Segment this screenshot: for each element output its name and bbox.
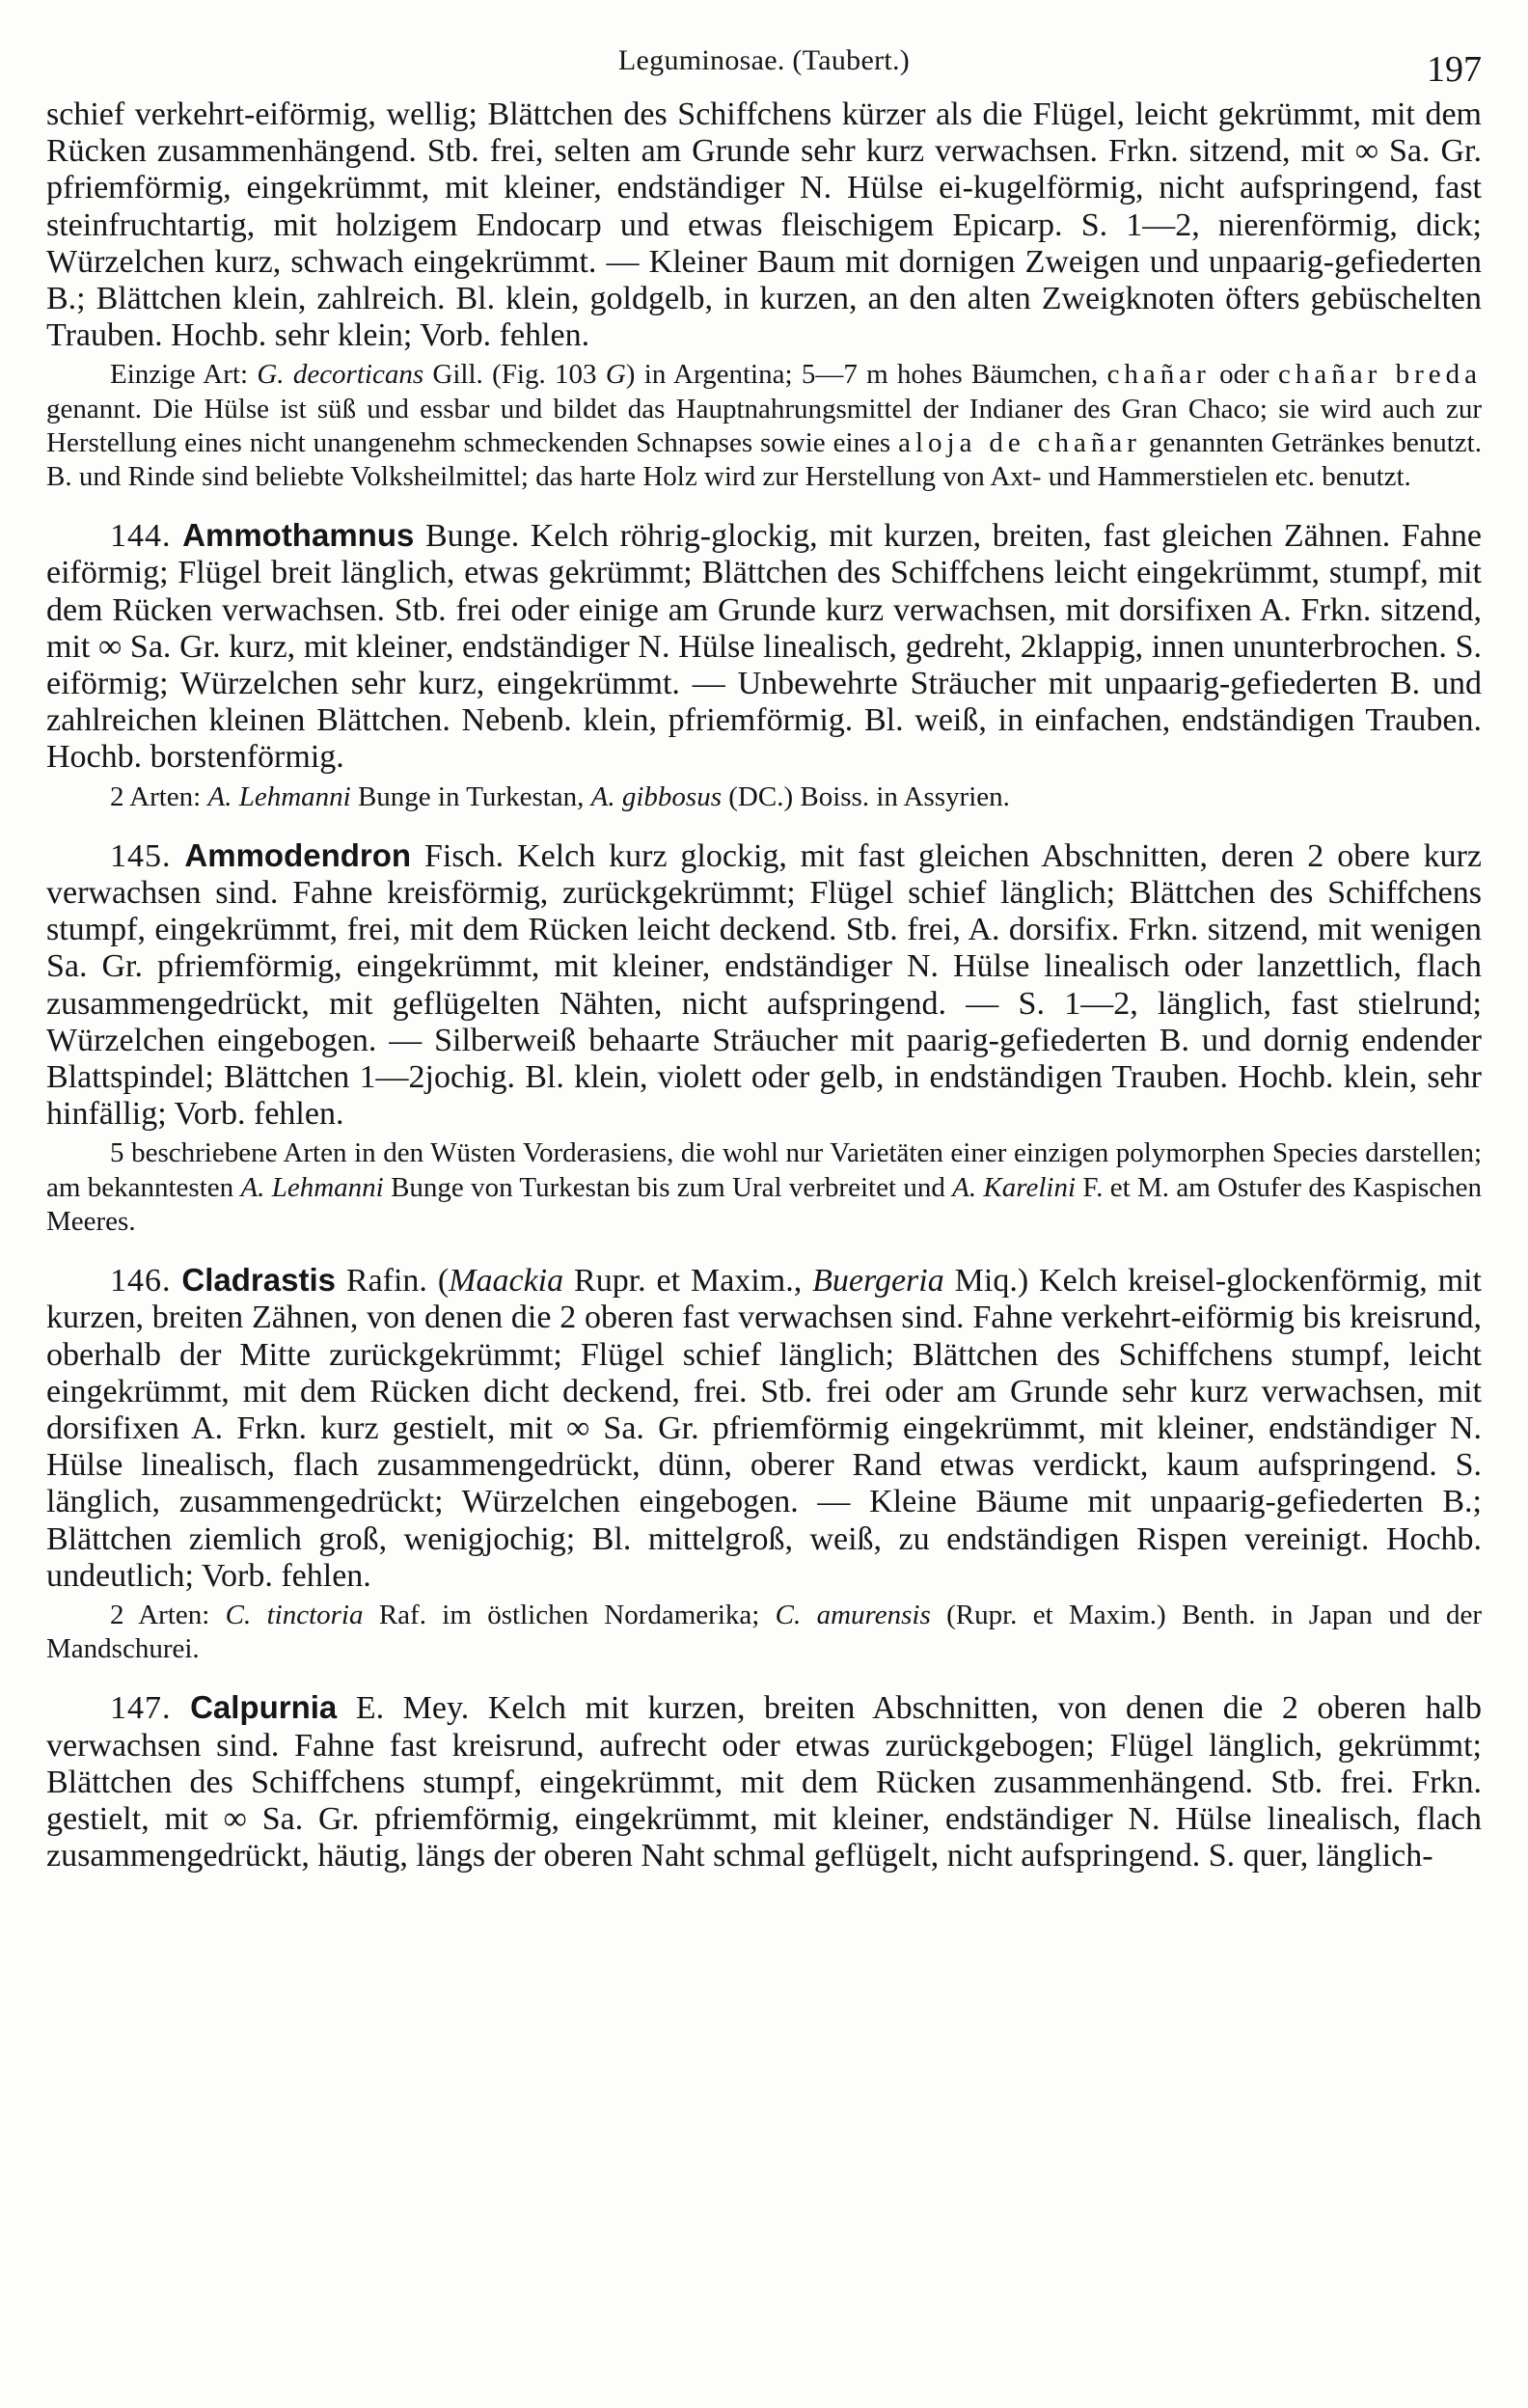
synonym: Maackia bbox=[449, 1263, 564, 1300]
species-note-145: 5 beschriebene Arten in den Wüsten Vorderasiens, die wohl nur Varietäten einer einzigen polymorphen Species darstellen; am bekanntesten A. Lehmanni Bunge von Turkestan bis zum Ural verbreitet und A. Karelini F. et M. am Ostufer des Kaspischen Meeres. bbox=[46, 1137, 1483, 1237]
running-header bbox=[46, 39, 1482, 96]
page-number: 197 bbox=[1427, 49, 1482, 90]
genus-entry-147 bbox=[46, 1689, 1482, 1874]
species-note-146: 2 Arten: C. tinctoria Raf. im östlichen Nordamerika; C. amurensis (Rupr. et Maxim.) Benth. in Japan und der Mandschurei. bbox=[46, 1599, 1483, 1665]
genus-description: Bunge. Kelch röhrig-glockig, mit kurzen, breiten, fast gleichen Zähnen. Fahne eiförmig; Flügel breit länglich, etwas gekrümmt; Blättchen des Schiffchens leicht eingekrümmt, stumpf, mit dem Rücken verwachsen. Stb. frei oder einige am Grunde kurz verwachsen, mit dorsifixen A. Frkn. sitzend, mit ∞ Sa. Gr. kurz, mit kleiner, endständiger N. Hülse linealisch, gedreht, 2klappig, innen ununterbrochen. S. eiförmig; Würzelchen sehr kurz, eingekrümmt. — Unbewehrte Sträucher mit unpaarig-gefiederten B. und zahlreichen kleinen Blättchen. Nebenb. klein, pfriemförmig. Bl. weiß, in einfachen, endständigen Trauben. Hochb. borstenförmig. bbox=[46, 518, 1483, 776]
genus-name: Cladrastis bbox=[181, 1262, 336, 1299]
species-note-gourliea: Einzige Art: G. decorticans Gill. (Fig. 103 G) in Argentina; 5—7 m hohes Bäumchen, chañar oder chañar breda genannt. Die Hülse ist süß und essbar und bildet das Hauptnahrungsmittel der Indianer des Gran Chaco; sie wird auch zur Herstellung eines nicht unangenehm schmeckenden Schnapses sowie eines aloja de chañar genannten Getränkes benutzt. B. und Rinde sind beliebte Volksheilmittel; das harte Holz wird zur Herstellung von Axt- und Hammerstielen etc. benutzt. bbox=[46, 359, 1482, 493]
paragraph-text: schief verkehrt-eiförmig, wellig; Blättchen des Schiffchens kürzer als die Flügel, leicht gekrümmt, mit dem Rücken zusammenhängend. Stb. frei, selten am Grunde sehr kurz verwachsen. Frkn. sitzend, mit ∞ Sa. Gr. pfriemförmig, eingekrümmt, mit kleiner, endständiger N. Hülse ei-kugelförmig, nicht aufspringend, fast steinfruchtartig, mit holzigem Endocarp und etwas fleischigem Epicarp. S. 1—2, nierenförmig, dick; Würzelchen kurz, schwach eingekrümmt. — Kleiner Baum mit dornigen Zweigen und unpaarig-gefiederten B.; Blättchen klein, zahlreich. Bl. klein, goldgelb, in kurzen, an den alten Zweigknoten öfters gebüschelten Trauben. Hochb. sehr klein; Vorb. fehlen. bbox=[46, 96, 1482, 354]
genus-number: 145. bbox=[110, 837, 172, 874]
genus-entry-144 bbox=[46, 517, 1482, 776]
genus-description: Fisch. Kelch kurz glockig, mit fast gleichen Abschnitten, deren 2 obere kurz verwachsen sind. Fahne kreisförmig, zurückgekrümmt; Flügel schief länglich; Blättchen des Schiffchens stumpf, eingekrümmt, frei, mit dem Rücken leicht deckend. Stb. frei, A. dorsifix. Frkn. sitzend, mit wenigen Sa. Gr. pfriemförmig, eingekrümmt, mit kleiner, endständiger N. Hülse linealisch oder lanzettlich, flach zusammengedrückt, mit geflügelten Nähten, nicht aufspringend. — S. 1—2, länglich, fast stielrund; Würzelchen eingebogen. — Silberweiß behaarte Sträucher mit paarig-gefiederten B. und dornig endender Blattspindel; Blättchen 1—2jochig. Bl. klein, violett oder gelb, in endständigen Trauben. Hochb. klein, sehr hinfällig; Vorb. fehlen. bbox=[46, 837, 1483, 1133]
genus-description: E. Mey. Kelch mit kurzen, breiten Abschnitten, von denen die 2 oberen halb verwachsen sind. Fahne fast kreisrund, aufrecht oder etwas zurückgebogen; Flügel länglich, gekrümmt; Blättchen des Schiffchens stumpf, eingekrümmt, mit dem Rücken zusammenhängend. Stb. frei. Frkn. gestielt, mit ∞ Sa. Gr. pfriemförmig, eingekrümmt, mit kleiner, endständiger N. Hülse linealisch, flach zusammengedrückt, häutig, längs der oberen Naht schmal geflügelt, nicht aufspringend. S. quer, länglich- bbox=[46, 1690, 1482, 1874]
species-note-144: 2 Arten: A. Lehmanni Bunge in Turkestan, A. gibbosus (DC.) Boiss. in Assyrien. bbox=[110, 780, 1010, 812]
genus-number: 146. bbox=[110, 1263, 172, 1300]
paragraph-continued bbox=[46, 96, 1482, 354]
genus-name: Ammothamnus bbox=[182, 517, 415, 554]
genus-number: 144. bbox=[110, 518, 172, 555]
vernacular-name: aloja de chañar bbox=[898, 426, 1141, 458]
vernacular-name: chañar breda bbox=[1278, 359, 1482, 391]
genus-entry-146: 146. Cladrastis Rafin. (Maackia Rupr. et Maxim., Buergeria Miq.) Kelch kreisel-glockenförmig, mit kurzen, breiten Zähnen, von denen die 2 oberen fast verwachsen sind. Fahne verkehrt-eiförmig bis kreisrund, oberhalb der Mitte zurückgekrümmt; Flügel schief länglich; Blättchen des Schiffchens stumpf, leicht eingekrümmt, mit dem Rücken dicht deckend, frei. Stb. frei oder am Grunde sehr kurz verwachsen, mit dorsifixen A. Frkn. kurz gestielt, mit ∞ Sa. Gr. pfriemförmig eingekrümmt, mit kleiner, endständiger N. Hülse linealisch, flach zusammengedrückt, dünn, oberer Rand etwas verdickt, kaum aufspringend. S. länglich, zusammengedrückt; Würzelchen eingebogen. — Kleine Bäume mit unpaarig-gefiederten B.; Blättchen ziemlich groß, wenigjochig; Bl. mittelgroß, weiß, zu endständigen Rispen vereinigt. Hochb. undeutlich; Vorb. fehlen. bbox=[46, 1262, 1482, 1594]
genus-number: 147. bbox=[110, 1690, 172, 1727]
genus-name: Ammodendron bbox=[184, 836, 412, 873]
vernacular-name: chañar bbox=[1106, 359, 1211, 391]
genus-name: Calpurnia bbox=[190, 1689, 338, 1726]
genus-description: Miq.) Kelch kreisel-glockenförmig, mit kurzen, breiten Zähnen, von denen die 2 oberen fast verwachsen sind. Fahne verkehrt-eiförmig bis kreisrund, oberhalb der Mitte zurückgekrümmt; Flügel schief länglich; Blättchen des Schiffchens stumpf, leicht eingekrümmt, mit dem Rücken dicht deckend, frei. Stb. frei oder am Grunde sehr kurz verwachsen, mit dorsifixen A. Frkn. kurz gestielt, mit ∞ Sa. Gr. pfriemförmig eingekrümmt, mit kleiner, endständiger N. Hülse linealisch, flach zusammengedrückt, dünn, oberer Rand etwas verdickt, kaum aufspringend. S. länglich, zusammengedrückt; Würzelchen eingebogen. — Kleine Bäume mit unpaarig-gefiederten B.; Blättchen ziemlich groß, wenigjochig; Bl. mittelgroß, weiß, zu endständigen Rispen vereinigt. Hochb. undeutlich; Vorb. fehlen. bbox=[46, 1263, 1482, 1594]
genus-entry-145 bbox=[46, 837, 1482, 1134]
running-title: Leguminosae. (Taubert.) bbox=[617, 44, 911, 76]
synonym: Buergeria bbox=[812, 1263, 944, 1300]
